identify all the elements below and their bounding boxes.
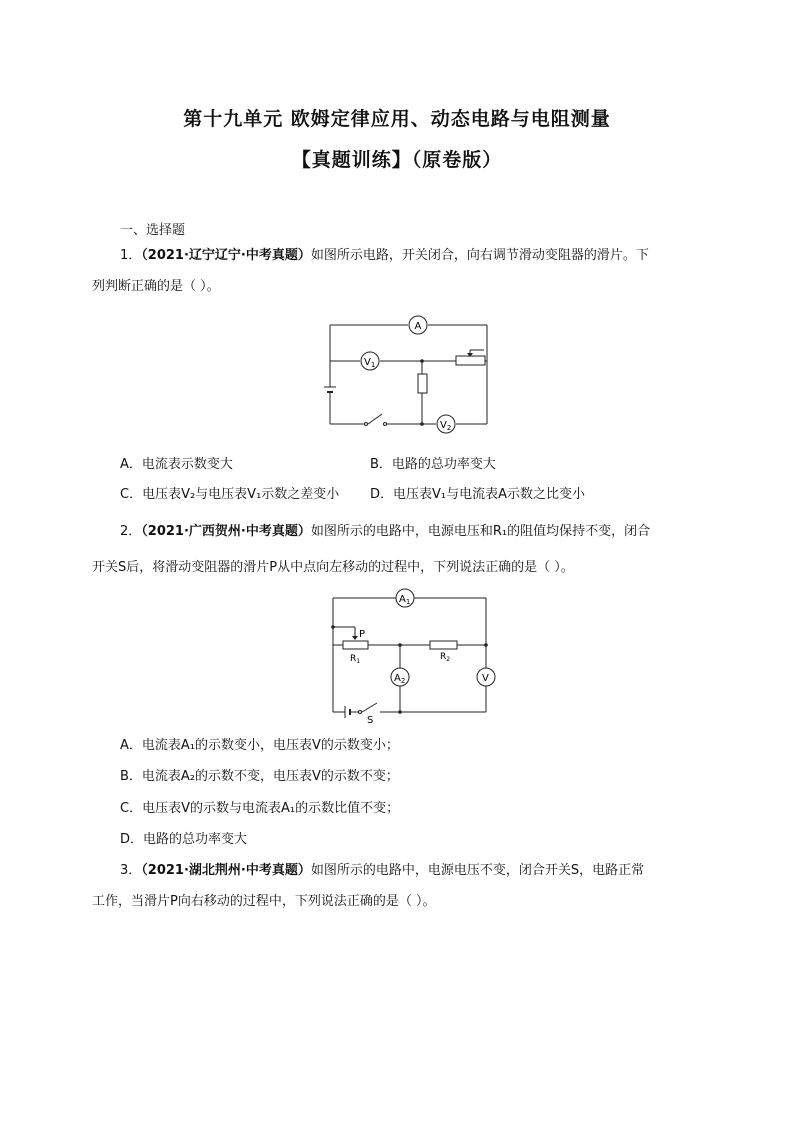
q2-r1-label: $R_1$ xyxy=(350,654,361,665)
q1-circuit-diagram xyxy=(320,310,500,435)
q2-switch-label: S xyxy=(367,715,374,726)
q1-option-d: D．电压表V₁与电流表A示数之比变小 xyxy=(370,487,586,502)
q2-source: （2021·广西贺州·中考真题） xyxy=(141,524,311,539)
q1-ammeter-label: A xyxy=(414,321,422,332)
q2-option-d: D．电路的总功率变大 xyxy=(120,832,248,847)
q1-option-c: C．电压表V₂与电压表V₁示数之差变小 xyxy=(120,487,340,502)
q3-text1: 如图所示的电路中，电源电压不变，闭合开关S，电路正常 xyxy=(310,863,645,878)
q1-source: （2021·辽宁辽宁·中考真题） xyxy=(141,248,311,263)
q3-line1 xyxy=(120,862,644,880)
q2-line2: 开关S后，将滑动变阻器的滑片P从中点向左移动的过程中，下列说法正确的是（ ）。 xyxy=(92,560,574,575)
q3-source: （2021·湖北荆州·中考真题） xyxy=(141,863,311,878)
section-heading: 一、选择题 xyxy=(120,223,186,238)
q1-number: 1． xyxy=(120,248,142,263)
q3-number: 3． xyxy=(120,863,142,878)
q2-circuit-diagram xyxy=(320,585,500,725)
q2-ammeter1-label: $A_1$ xyxy=(399,594,411,606)
q1-voltmeter2-label: $V_2$ xyxy=(440,420,452,432)
q2-option-a: A．电流表A₁的示数变小，电压表V的示数变小； xyxy=(120,738,399,753)
q1-line1 xyxy=(120,247,649,265)
page-subtitle: 【真题训练】（原卷版） xyxy=(291,149,503,171)
q2-voltmeter-label: V xyxy=(482,673,489,684)
q2-r2-label: $R_2$ xyxy=(440,652,451,663)
q2-ammeter2-label: $A_2$ xyxy=(394,673,406,685)
q1-option-a: A．电流表示数变大 xyxy=(120,457,233,472)
q2-option-b: B．电流表A₂的示数不变，电压表V的示数不变； xyxy=(120,769,399,784)
q1-option-b: B．电路的总功率变大 xyxy=(370,457,496,472)
q2-number: 2． xyxy=(120,524,142,539)
q2-line1 xyxy=(120,523,650,541)
q2-option-c: C．电压表V的示数与电流表A₁的示数比值不变； xyxy=(120,801,400,816)
q1-voltmeter1-label: $V_1$ xyxy=(364,357,376,369)
q1-text1: 如图所示电路，开关闭合，向右调节滑动变阻器的滑片。下 xyxy=(310,248,649,263)
q3-line2: 工作，当滑片P向右移动的过程中，下列说法正确的是（ ）。 xyxy=(92,894,436,909)
page-title: 第十九单元 欧姆定律应用、动态电路与电阻测量 xyxy=(183,108,611,130)
q2-slider-label: P xyxy=(359,629,366,640)
q2-text1: 如图所示的电路中，电源电压和R₁的阻值均保持不变，闭合 xyxy=(310,524,651,539)
q1-line2: 列判断正确的是（ ）。 xyxy=(92,279,220,294)
